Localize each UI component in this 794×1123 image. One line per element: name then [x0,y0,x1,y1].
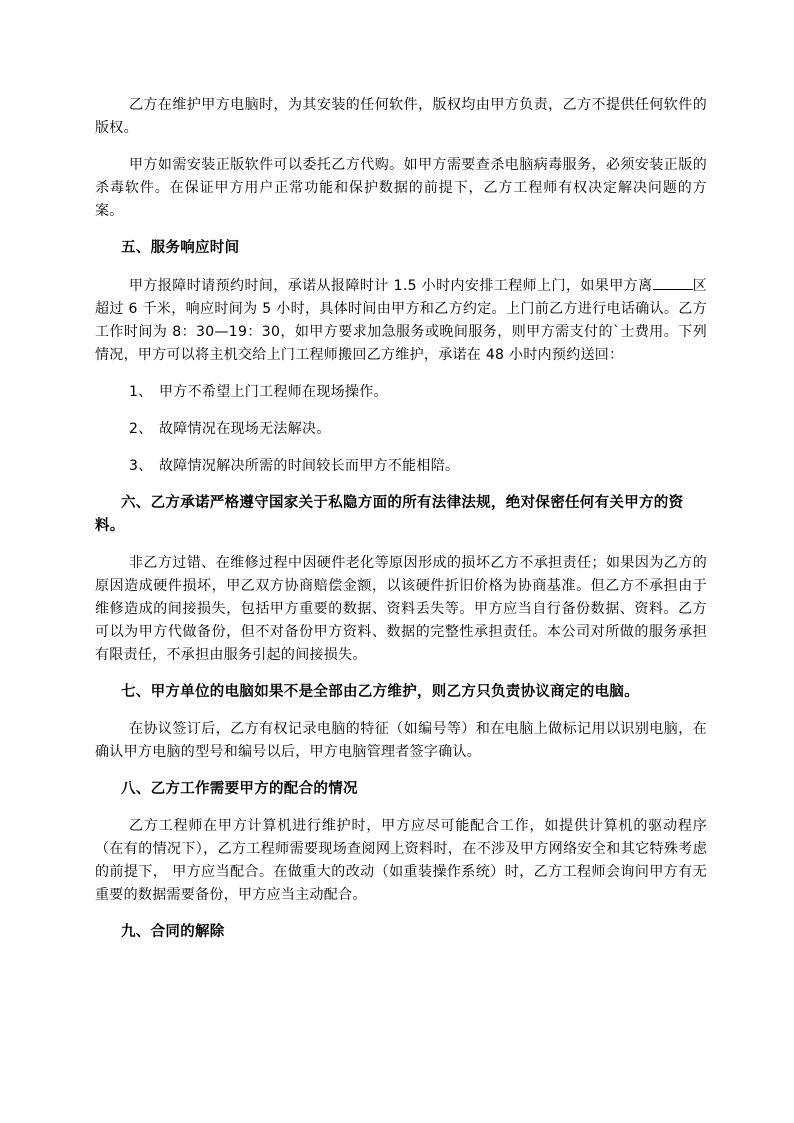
list-text: 故障情况在现场无法解决。 [159,421,331,437]
heading-contract-termination: 九、合同的解除 [121,924,225,940]
paragraph-software-copyright: 乙方在维护甲方电脑时，为其安装的任何软件，版权均由甲方负责，乙方不提供任何软件的版权。 [95,97,707,136]
list-number: 3、 [129,458,153,474]
paragraph-genuine-software: 甲方如需安装正版软件可以委托乙方代购。如甲方需要查杀电脑病毒服务，必须安装正版的杀毒软件。在保证甲方用户正常功能和保护数据的前提下，乙方工程师有权决定解决问题的方案。 [95,157,707,219]
heading-privacy-commitment: 六、乙方承诺严格遵守国家关于私隐方面的所有法律法规，绝对保密任何有关甲方的资料。 [95,495,684,534]
list-item [95,381,707,404]
heading-service-response-time: 五、服务响应时间 [121,240,240,256]
fill-in-blank [653,274,693,290]
response-text-part1: 甲方报障时请预约时间，承诺从报障时计 1.5 小时内安排工程师上门，如果甲方离 [129,278,653,294]
list-text: 故障情况解决所需的时间较长而甲方不能相陪。 [159,458,460,474]
list-item [95,455,707,478]
heading-cooperation: 八、乙方工作需要甲方的配合的情况 [121,781,358,797]
paragraph-response-time [95,274,707,367]
list-number: 2、 [129,421,153,437]
heading-maintenance-scope: 七、甲方单位的电脑如果不是全部由乙方维护，则乙方只负责协议商定的电脑。 [121,684,639,700]
paragraph-liability: 非乙方过错、在维修过程中因硬件老化等原因形成的损坏乙方不承担责任；如果因为乙方的原因造成硬件损坏，甲乙双方协商赔偿金额，以该硬件折旧价格为协商基准。但乙方不承担由于维修造成的间接损失，包括甲方重要的数据、资料丢失等。甲方应当自行备份数据、资料。乙方可以为甲方代做备份，但不对备份甲方资料、数据的完整性承担责任。本公司对所做的服务承担有限责任，不承担由服务引起的间接损失。 [95,555,707,663]
paragraph-computer-identification: 在协议签订后，乙方有权记录电脑的特征（如编号等）和在电脑上做标记用以识别电脑，在确认甲方电脑的型号和编号以后，甲方电脑管理者签字确认。 [95,721,707,760]
document-page [95,94,707,958]
list-item [95,418,707,441]
list-number: 1、 [129,384,153,400]
paragraph-cooperation: 乙方工程师在甲方计算机进行维护时，甲方应尽可能配合工作，如提供计算机的驱动程序（在有的情况下），乙方工程师需要现场查阅网上资料时，在不涉及甲方网络安全和其它特殊考虑的前提下， 甲方应当配合。在做重大的改动（如重装操作系统）时，乙方工程师会询问甲方有无重要的数据需要备份，甲方应当主动配合。 [95,818,707,903]
list-text: 甲方不希望上门工程师在现场操作。 [159,384,388,400]
response-text-part2: 区超过 6 千米，响应时间为 5 小时，具体时间由甲方和乙方约定。上门前乙方进行电话确认。乙方工作时间为 8：30—19：30，如甲方要求加急服务或晚间服务，则甲方需支付的`士费用。下列情况，甲方可以将主机交给上门工程师搬回乙方维护，承诺在 48 小时内预约送回： [95,278,707,363]
